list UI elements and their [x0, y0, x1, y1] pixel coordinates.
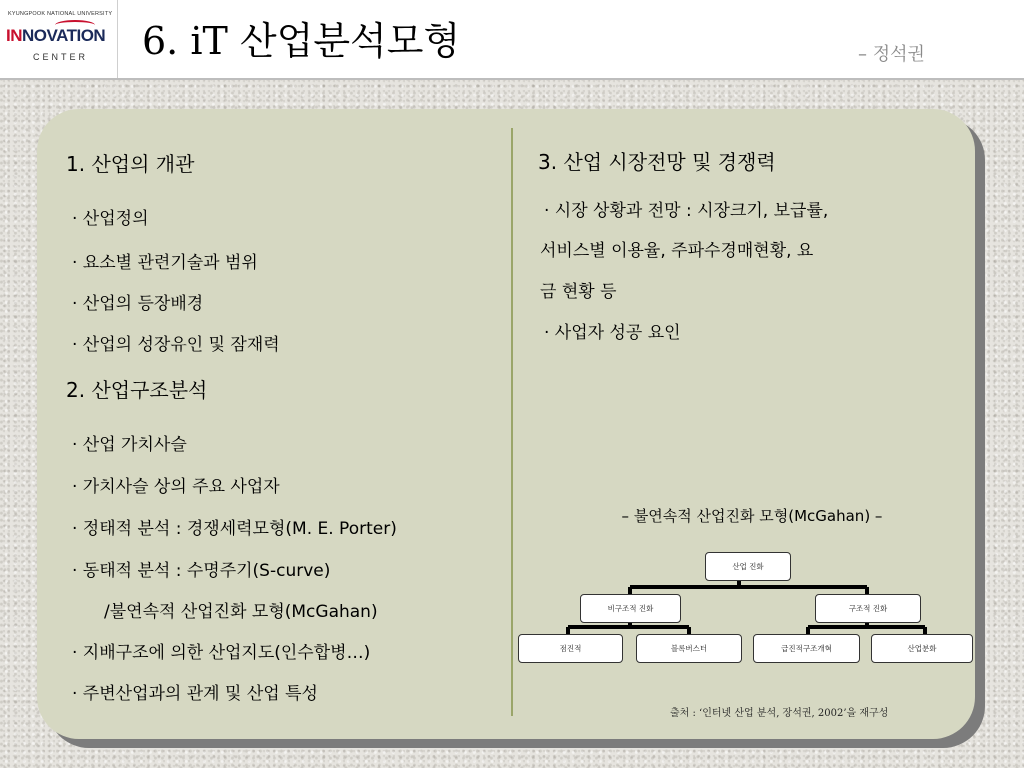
section3-line: · 시장 상황과 전망 : 시장크기, 보급률, [544, 201, 829, 221]
header-divider [0, 78, 1024, 80]
slide-author: – 정석권 [858, 44, 925, 65]
source-citation: 출처 : ‘인터넷 산업 분석, 장석권, 2002’을 재구성 [670, 708, 889, 719]
diagram-node-level2: 블록버스터 [636, 634, 742, 663]
section2-item: · 동태적 분석 : 수명주기(S-curve) [72, 561, 331, 581]
diagram-title: – 불연속적 산업진화 모형(McGahan) – [621, 507, 883, 525]
section1-item: · 산업의 성장유인 및 잠재력 [72, 335, 280, 355]
diagram-node-level2: 산업분화 [871, 634, 973, 663]
diagram-node-level2: 점진적 [518, 634, 623, 663]
section1-item: · 산업정의 [72, 209, 149, 229]
diagram-node-level2: 급진적구조개혁 [753, 634, 860, 663]
header-bar [0, 0, 1024, 80]
logo-innovation-text: INNOVATION [6, 26, 106, 45]
section2-item: · 주변산업과의 관계 및 산업 특성 [72, 684, 318, 704]
section1-item: · 요소별 관련기술과 범위 [72, 253, 258, 273]
section1-item: · 산업의 등장배경 [72, 294, 204, 314]
section3-heading: 3. 산업 시장전망 및 경쟁력 [538, 150, 776, 174]
section2-item: · 지배구조에 의한 산업지도(인수합병…) [72, 643, 371, 663]
section2-heading: 2. 산업구조분석 [66, 378, 208, 402]
section2-item: · 가치사슬 상의 주요 사업자 [72, 477, 280, 497]
section3-line: · 사업자 성공 요인 [544, 323, 681, 343]
diagram-node-level1: 구조적 진화 [815, 594, 921, 623]
section1-heading: 1. 산업의 개관 [66, 152, 195, 176]
logo-university-text: KYUNGPOOK NATIONAL UNIVERSITY [8, 11, 113, 17]
diagram-node-level1: 비구조적 진화 [580, 594, 681, 623]
diagram-node-root: 산업 진화 [705, 552, 791, 581]
section2-item: · 정태적 분석 : 경쟁세력모형(M. E. Porter) [72, 519, 397, 539]
logo-center-text: CENTER [33, 52, 89, 62]
section2-item: · 산업 가치사슬 [72, 435, 187, 455]
section3-line: 금 현황 등 [540, 282, 617, 302]
section2-item: /불연속적 산업진화 모형(McGahan) [104, 602, 378, 622]
innovation-center-logo [0, 0, 118, 78]
section3-line: 서비스별 이용율, 주파수경매현황, 요 [540, 241, 814, 261]
slide-title: 6. iT 산업분석모형 [142, 19, 461, 63]
